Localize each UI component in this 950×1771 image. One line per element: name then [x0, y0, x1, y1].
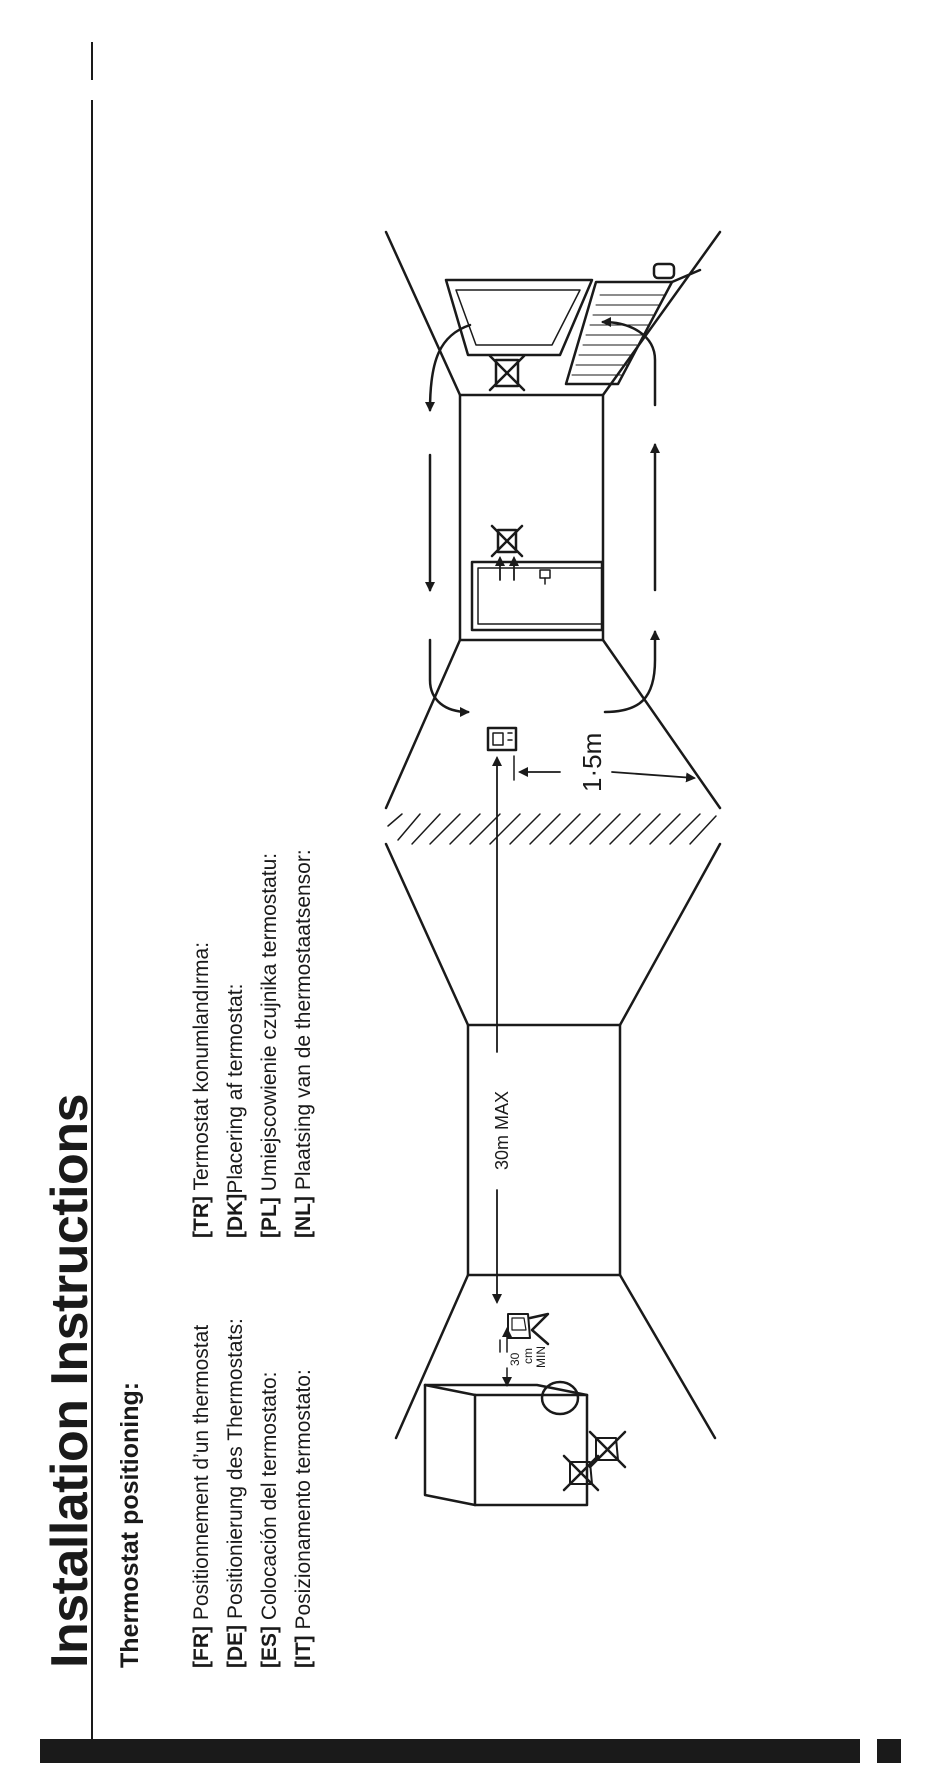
check-mark-icon — [530, 1314, 548, 1344]
clearance-number: 30 — [508, 1352, 522, 1366]
floor-hatching — [388, 814, 716, 844]
clearance-dimension — [500, 1329, 507, 1385]
list-item: [TR] Termostat konumlandırma: — [190, 941, 213, 1238]
list-item: [NL] Plaatsing van de thermostaatsensor: — [292, 849, 315, 1238]
section-subtitle: Thermostat positioning: — [116, 1381, 144, 1668]
list-item: [PL] Umiejscowienie czujnika termostatu: — [258, 852, 281, 1238]
crossed-appliance-icon — [590, 1432, 625, 1467]
door-frame — [472, 562, 602, 630]
heat-source-box — [425, 1382, 587, 1505]
footer-tab — [877, 1739, 901, 1763]
list-item: [DE] Positionierung des Thermostats: — [224, 1318, 247, 1668]
clearance-min: MIN — [534, 1346, 548, 1368]
list-item: [DK]Placering af termostat: — [224, 983, 247, 1238]
thermostat-icon — [488, 728, 516, 750]
crossed-door-thermostat-icon — [492, 526, 522, 580]
list-item: [IT] Posizionamento termostato: — [292, 1369, 315, 1668]
height-label: 1·5m — [577, 732, 607, 792]
far-room — [386, 232, 720, 808]
list-item: [FR] Positionnement d’un thermostat — [190, 1324, 213, 1668]
distance-label: 30m MAX — [492, 1090, 512, 1170]
radiator-icon — [566, 264, 700, 384]
page-title: Installation Instructions — [41, 1094, 99, 1668]
clearance-unit: cm — [521, 1348, 535, 1364]
crossed-appliance-icon — [564, 1456, 598, 1490]
window-icon — [446, 280, 592, 355]
crossed-thermostat-icon — [490, 356, 524, 390]
iron-icon — [508, 1314, 530, 1338]
list-item: [ES] Colocación del termostato: — [258, 1371, 281, 1668]
footer-bar — [40, 1739, 860, 1763]
near-room — [386, 844, 720, 1438]
